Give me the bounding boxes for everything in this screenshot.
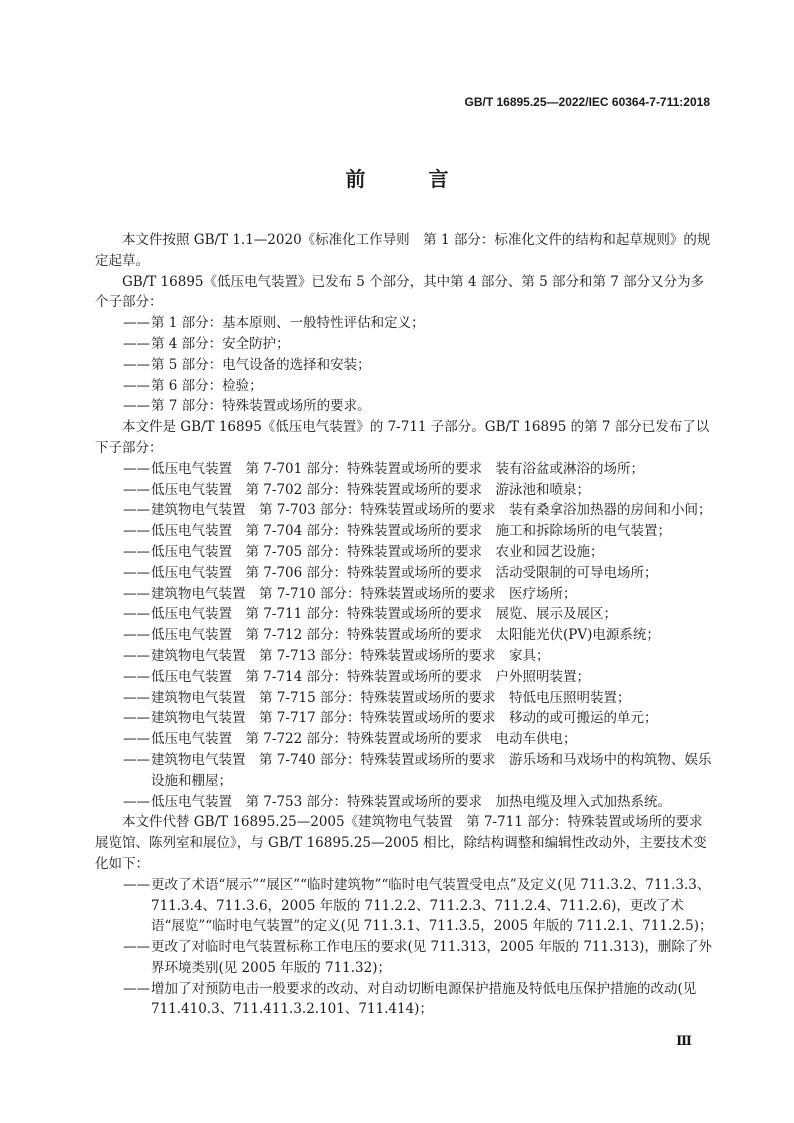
list-dash: —— <box>123 315 150 332</box>
list-item: —— 增加了对预防电击一般要求的改动、对自动切断电源保护措施及特低电压保护措施的改动(见 711.410.3、711.411.3.2.101、711.414)； <box>123 980 697 1018</box>
list-dash: —— <box>123 980 150 997</box>
list-item: —— 第 6 部分：检验； <box>95 376 715 397</box>
intro-paragraph-1: 本文件按照 GB/T 1.1—2020《标准化工作导则 第 1 部分：标准化文件的结构和起草规则》的规定起草。 <box>95 232 711 269</box>
parts-list <box>95 313 715 417</box>
part7-intro-paragraph: 本文件是 GB/T 16895《低压电气装置》的 7-711 子部分。GB/T 16895 的第 7 部分已发布了以下子部分： <box>95 419 710 456</box>
page-number: Ⅲ <box>676 1034 692 1049</box>
changes-list <box>95 875 715 1021</box>
list-item: —— 低压电气装置 第 7-714 部分：特殊装置或场所的要求 户外照明装置； <box>95 667 715 688</box>
list-dash: —— <box>123 460 150 477</box>
list-dash: —— <box>123 876 150 893</box>
list-dash: —— <box>123 751 150 768</box>
list-dash: —— <box>123 564 150 581</box>
standard-code-header: GB/T 16895.25—2022/IEC 60364-7-711:2018 <box>464 95 710 109</box>
subparts-list <box>95 459 715 813</box>
list-dash: —— <box>123 481 150 498</box>
list-item: —— 低压电气装置 第 7-704 部分：特殊装置或场所的要求 施工和拆除场所的电气装置； <box>95 521 715 542</box>
list-item: —— 更改了术语“展示”“展区”“临时建筑物”“临时电气装置受电点”及定义(见 711.3.2、711.3.3、711.3.4、711.3.6，2005 年版的 711.2.2、711.2.3、711.2.4、711.2.6)，更改了术语“展览”“临时电气装置”的定义(见 711.3.1、711.3.5，2005 年版的 711.2.1、711.2.5)； <box>123 876 713 935</box>
page-title: 前 言 <box>345 167 477 191</box>
list-dash: —— <box>123 543 150 560</box>
list-dash: —— <box>123 793 150 810</box>
intro-paragraph-2: GB/T 16895《低压电气装置》已发布 5 个部分，其中第 4 部分、第 5 部分和第 7 部分又分为多个子部分： <box>95 273 705 311</box>
list-dash: —— <box>123 377 150 394</box>
list-item: —— 低压电气装置 第 7-705 部分：特殊装置或场所的要求 农业和园艺设施； <box>95 542 715 563</box>
list-item: —— 低压电气装置 第 7-722 部分：特殊装置或场所的要求 电动车供电； <box>95 729 715 750</box>
list-dash: —— <box>123 689 150 706</box>
list-dash: —— <box>123 356 150 373</box>
list-dash: —— <box>123 585 150 602</box>
list-dash: —— <box>123 502 150 519</box>
list-dash: —— <box>123 335 150 352</box>
list-dash: —— <box>123 647 150 664</box>
list-dash: —— <box>123 627 150 644</box>
list-dash: —— <box>123 398 150 415</box>
list-item: —— 建筑物电气装置 第 7-713 部分：特殊装置或场所的要求 家具； <box>95 646 715 667</box>
list-item: —— 低压电气装置 第 7-706 部分：特殊装置或场所的要求 活动受限制的可导电场所； <box>95 563 715 584</box>
list-dash: —— <box>123 710 150 727</box>
list-item: —— 更改了对临时电气装置标称工作电压的要求(见 711.313，2005 年版的 711.313)，删除了外界环境类别(见 2005 年版的 711.32)； <box>123 939 712 976</box>
list-dash: —— <box>123 939 150 956</box>
replacement-paragraph: 本文件代替 GB/T 16895.25—2005《建筑物电气装置 第 7-711 部分：特殊装置或场所的要求 展览馆、陈列室和展位》，与 GB/T 16895.25—2005 相比，除结构调整和编辑性改动外，主要技术变化如下： <box>95 814 717 872</box>
list-item: —— 第 7 部分：特殊装置或场所的要求。 <box>95 396 715 417</box>
list-item: —— 第 4 部分：安全防护； <box>95 334 715 355</box>
list-dash: —— <box>123 523 150 540</box>
list-item: —— 建筑物电气装置 第 7-703 部分：特殊装置或场所的要求 装有桑拿浴加热器的房间和小间； <box>95 500 715 521</box>
list-item: —— 低压电气装置 第 7-711 部分：特殊装置或场所的要求 展览、展示及展区； <box>95 604 715 625</box>
list-item: —— 建筑物电气装置 第 7-710 部分：特殊装置或场所的要求 医疗场所； <box>95 584 715 605</box>
list-item: —— 低压电气装置 第 7-702 部分：特殊装置或场所的要求 游泳池和喷泉； <box>95 480 715 501</box>
list-item: —— 建筑物电气装置 第 7-740 部分：特殊装置或场所的要求 游乐场和马戏场中的构筑物、娱乐设施和棚屋； <box>123 751 712 789</box>
foreword-body <box>95 230 715 1020</box>
list-item: —— 第 5 部分：电气设备的选择和安装； <box>95 355 715 376</box>
list-dash: —— <box>123 668 150 685</box>
list-item: —— 第 1 部分：基本原则、一般特性评估和定义； <box>95 313 715 334</box>
list-dash: —— <box>123 731 150 748</box>
list-item: —— 低压电气装置 第 7-753 部分：特殊装置或场所的要求 加热电缆及埋入式加热系统。 <box>95 792 715 813</box>
list-item: —— 低压电气装置 第 7-701 部分：特殊装置或场所的要求 装有浴盆或淋浴的场所； <box>95 459 715 480</box>
list-item: —— 低压电气装置 第 7-712 部分：特殊装置或场所的要求 太阳能光伏(PV)电源系统； <box>95 625 715 646</box>
list-item: —— 建筑物电气装置 第 7-717 部分：特殊装置或场所的要求 移动的或可搬运的单元； <box>95 708 715 729</box>
list-dash: —— <box>123 606 150 623</box>
list-item: —— 建筑物电气装置 第 7-715 部分：特殊装置或场所的要求 特低电压照明装置； <box>95 688 715 709</box>
